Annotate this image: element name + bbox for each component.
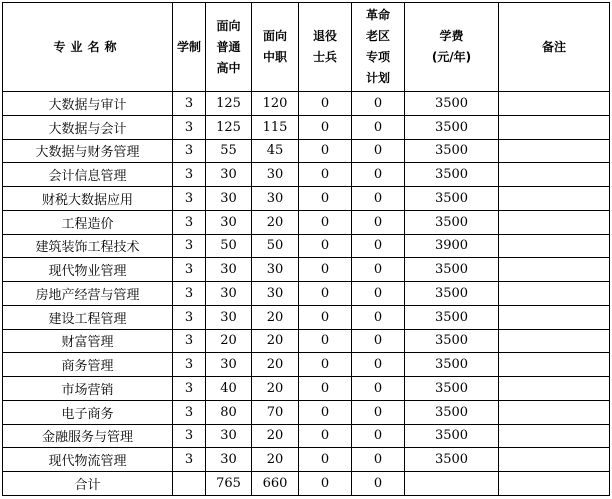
general-hs-cell: 30: [206, 448, 252, 472]
veterans-cell: 0: [299, 400, 352, 424]
vocational-cell: 120: [252, 92, 299, 116]
table-body: [3, 92, 610, 496]
tuition-cell: 3500: [405, 115, 499, 139]
general-hs-cell: 125: [206, 115, 252, 139]
general-hs-cell: 30: [206, 187, 252, 211]
remarks-cell: [499, 234, 610, 258]
major-cell: 大数据与财务管理: [3, 139, 173, 163]
vocational-cell: 20: [252, 353, 299, 377]
old-revolutionary-cell: 0: [352, 163, 405, 187]
veterans-cell: 0: [299, 282, 352, 306]
old-revolutionary-cell: 0: [352, 329, 405, 353]
vocational-cell: 20: [252, 448, 299, 472]
major-cell: 商务管理: [3, 353, 173, 377]
veterans-cell: 0: [299, 115, 352, 139]
remarks-cell: [499, 353, 610, 377]
general-hs-cell: 30: [206, 305, 252, 329]
table-row: [3, 234, 610, 258]
tuition-cell: [405, 472, 499, 496]
veterans-cell: 0: [299, 353, 352, 377]
old-revolutionary-cell: 0: [352, 400, 405, 424]
old-revolutionary-cell: 0: [352, 377, 405, 401]
table-row: [3, 377, 610, 401]
old-revolutionary-cell: 0: [352, 92, 405, 116]
duration-cell: 3: [173, 92, 206, 116]
tuition-cell: 3500: [405, 258, 499, 282]
duration-cell: 3: [173, 329, 206, 353]
table-row: [3, 187, 610, 211]
remarks-cell: [499, 115, 610, 139]
table-row: [3, 448, 610, 472]
tuition-cell: 3500: [405, 400, 499, 424]
tuition-cell: 3500: [405, 424, 499, 448]
duration-cell: 3: [173, 258, 206, 282]
header-remarks: 备注: [499, 3, 610, 92]
tuition-cell: 3500: [405, 92, 499, 116]
tuition-cell: 3500: [405, 187, 499, 211]
header-veterans: 退役 士兵: [299, 3, 352, 92]
table-row: [3, 353, 610, 377]
duration-cell: 3: [173, 448, 206, 472]
general-hs-cell: 30: [206, 424, 252, 448]
veterans-cell: 0: [299, 210, 352, 234]
duration-cell: 3: [173, 377, 206, 401]
major-cell: 大数据与会计: [3, 115, 173, 139]
tuition-cell: 3500: [405, 305, 499, 329]
general-hs-cell: 55: [206, 139, 252, 163]
header-row: [3, 3, 610, 92]
table-row: [3, 139, 610, 163]
vocational-cell: 20: [252, 210, 299, 234]
duration-cell: 3: [173, 210, 206, 234]
major-cell: 建设工程管理: [3, 305, 173, 329]
duration-cell: 3: [173, 115, 206, 139]
header-major: 专业名称: [3, 3, 173, 92]
major-cell: 会计信息管理: [3, 163, 173, 187]
table-row: [3, 424, 610, 448]
remarks-cell: [499, 377, 610, 401]
table-row: [3, 329, 610, 353]
veterans-cell: 0: [299, 329, 352, 353]
tuition-cell: 3500: [405, 448, 499, 472]
general-hs-cell: 30: [206, 282, 252, 306]
table-row: [3, 258, 610, 282]
vocational-cell: 660: [252, 472, 299, 496]
tuition-cell: 3500: [405, 353, 499, 377]
table-row: [3, 92, 610, 116]
remarks-cell: [499, 187, 610, 211]
tuition-cell: 3500: [405, 139, 499, 163]
general-hs-cell: 125: [206, 92, 252, 116]
header-general-hs: 面向 普通 高中: [206, 3, 252, 92]
old-revolutionary-cell: 0: [352, 115, 405, 139]
duration-cell: [173, 472, 206, 496]
table-row: [3, 115, 610, 139]
vocational-cell: 70: [252, 400, 299, 424]
veterans-cell: 0: [299, 448, 352, 472]
old-revolutionary-cell: 0: [352, 210, 405, 234]
veterans-cell: 0: [299, 139, 352, 163]
major-cell: 财富管理: [3, 329, 173, 353]
duration-cell: 3: [173, 400, 206, 424]
general-hs-cell: 40: [206, 377, 252, 401]
duration-cell: 3: [173, 163, 206, 187]
remarks-cell: [499, 448, 610, 472]
general-hs-cell: 765: [206, 472, 252, 496]
vocational-cell: 20: [252, 424, 299, 448]
vocational-cell: 30: [252, 187, 299, 211]
vocational-cell: 30: [252, 163, 299, 187]
major-cell: 工程造价: [3, 210, 173, 234]
major-cell: 金融服务与管理: [3, 424, 173, 448]
old-revolutionary-cell: 0: [352, 305, 405, 329]
veterans-cell: 0: [299, 305, 352, 329]
old-revolutionary-cell: 0: [352, 139, 405, 163]
veterans-cell: 0: [299, 92, 352, 116]
vocational-cell: 20: [252, 377, 299, 401]
table-row: [3, 305, 610, 329]
veterans-cell: 0: [299, 258, 352, 282]
major-cell: 现代物流管理: [3, 448, 173, 472]
remarks-cell: [499, 305, 610, 329]
remarks-cell: [499, 400, 610, 424]
old-revolutionary-cell: 0: [352, 424, 405, 448]
header-duration: 学制: [173, 3, 206, 92]
remarks-cell: [499, 163, 610, 187]
general-hs-cell: 30: [206, 163, 252, 187]
veterans-cell: 0: [299, 472, 352, 496]
general-hs-cell: 30: [206, 258, 252, 282]
header-old-revolutionary: 革命 老区 专项 计划: [352, 3, 405, 92]
general-hs-cell: 30: [206, 353, 252, 377]
tuition-cell: 3500: [405, 329, 499, 353]
remarks-cell: [499, 139, 610, 163]
vocational-cell: 115: [252, 115, 299, 139]
old-revolutionary-cell: 0: [352, 258, 405, 282]
duration-cell: 3: [173, 187, 206, 211]
duration-cell: 3: [173, 305, 206, 329]
old-revolutionary-cell: 0: [352, 472, 405, 496]
major-cell: 财税大数据应用: [3, 187, 173, 211]
major-cell: 合计: [3, 472, 173, 496]
remarks-cell: [499, 472, 610, 496]
vocational-cell: 20: [252, 329, 299, 353]
vocational-cell: 50: [252, 234, 299, 258]
veterans-cell: 0: [299, 234, 352, 258]
old-revolutionary-cell: 0: [352, 282, 405, 306]
major-cell: 建筑装饰工程技术: [3, 234, 173, 258]
remarks-cell: [499, 424, 610, 448]
vocational-cell: 30: [252, 258, 299, 282]
duration-cell: 3: [173, 234, 206, 258]
major-cell: 现代物业管理: [3, 258, 173, 282]
veterans-cell: 0: [299, 187, 352, 211]
duration-cell: 3: [173, 353, 206, 377]
remarks-cell: [499, 282, 610, 306]
vocational-cell: 45: [252, 139, 299, 163]
table-row: [3, 282, 610, 306]
general-hs-cell: 80: [206, 400, 252, 424]
veterans-cell: 0: [299, 424, 352, 448]
table-row: [3, 400, 610, 424]
duration-cell: 3: [173, 424, 206, 448]
remarks-cell: [499, 258, 610, 282]
vocational-cell: 30: [252, 282, 299, 306]
veterans-cell: 0: [299, 163, 352, 187]
remarks-cell: [499, 210, 610, 234]
major-cell: 市场营销: [3, 377, 173, 401]
header-vocational: 面向 中职: [252, 3, 299, 92]
major-cell: 电子商务: [3, 400, 173, 424]
tuition-cell: 3900: [405, 234, 499, 258]
general-hs-cell: 50: [206, 234, 252, 258]
total-row: [3, 472, 610, 496]
table-row: [3, 210, 610, 234]
general-hs-cell: 20: [206, 329, 252, 353]
vocational-cell: 20: [252, 305, 299, 329]
major-cell: 大数据与审计: [3, 92, 173, 116]
table-row: [3, 163, 610, 187]
general-hs-cell: 30: [206, 210, 252, 234]
major-cell: 房地产经营与管理: [3, 282, 173, 306]
remarks-cell: [499, 92, 610, 116]
veterans-cell: 0: [299, 377, 352, 401]
old-revolutionary-cell: 0: [352, 353, 405, 377]
old-revolutionary-cell: 0: [352, 448, 405, 472]
tuition-cell: 3500: [405, 210, 499, 234]
duration-cell: 3: [173, 282, 206, 306]
enrollment-plan-table: [2, 2, 610, 496]
duration-cell: 3: [173, 139, 206, 163]
old-revolutionary-cell: 0: [352, 234, 405, 258]
tuition-cell: 3500: [405, 163, 499, 187]
header-tuition: 学费 (元/年): [405, 3, 499, 92]
tuition-cell: 3500: [405, 282, 499, 306]
remarks-cell: [499, 329, 610, 353]
tuition-cell: 3500: [405, 377, 499, 401]
old-revolutionary-cell: 0: [352, 187, 405, 211]
